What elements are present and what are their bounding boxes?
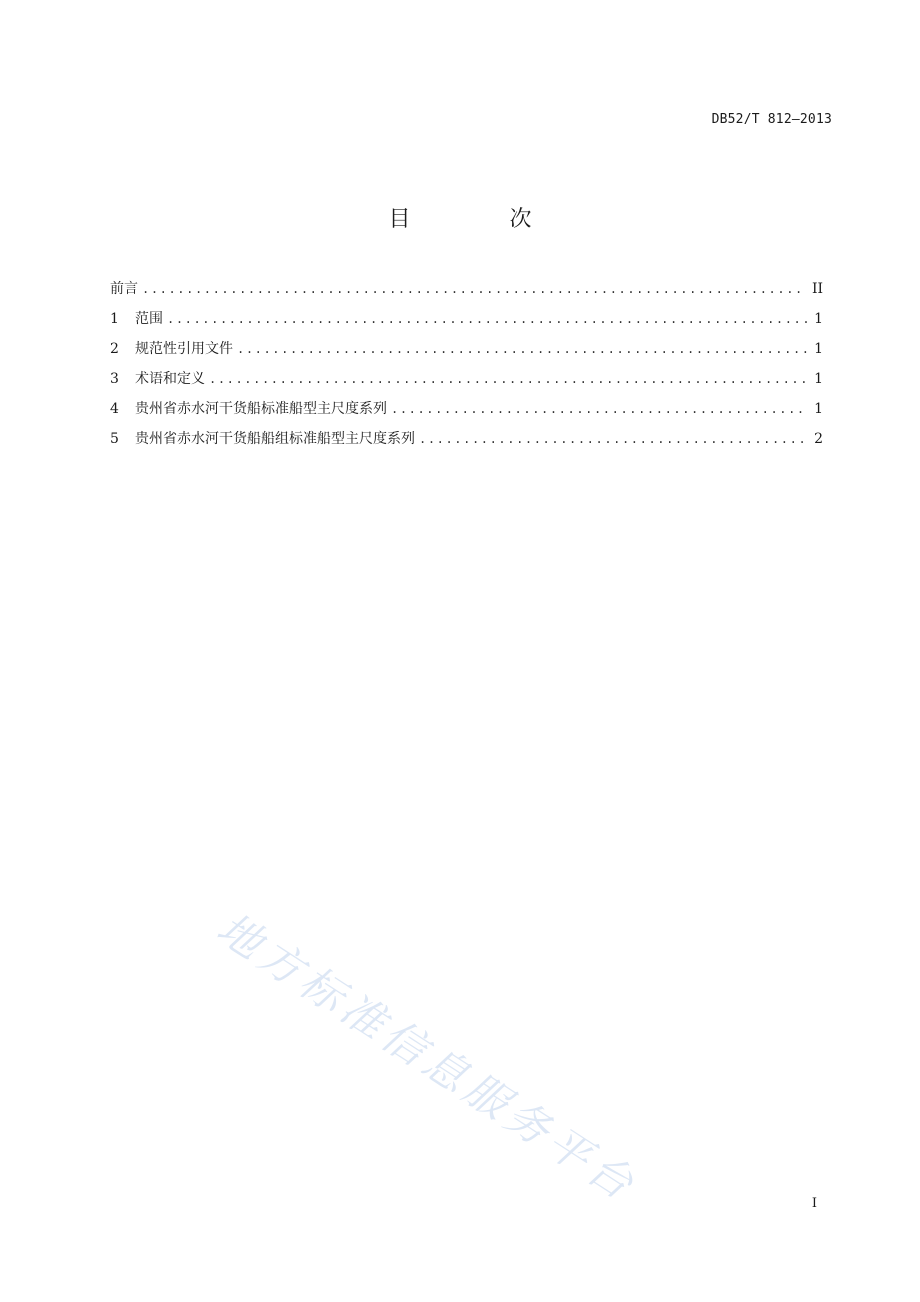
toc-entry-foreword[interactable] (110, 278, 823, 308)
toc-entry-page: 1 (814, 341, 823, 357)
toc-entry-page: II (811, 281, 823, 297)
toc-entry-terms-definitions[interactable] (110, 368, 823, 398)
toc-entry-normative-references[interactable] (110, 338, 823, 368)
page-number: I (811, 1196, 817, 1211)
toc-leader-dots (237, 342, 807, 356)
toc-entry-label: 贵州省赤水河干货船船组标准船型主尺度系列 (135, 431, 415, 447)
toc-entry-page: 2 (814, 431, 823, 447)
toc-entry-page: 1 (814, 371, 823, 387)
toc-list (110, 278, 823, 458)
toc-entry-label: 规范性引用文件 (135, 341, 233, 357)
toc-entry-cargo-ship-dimensions[interactable] (110, 398, 823, 428)
toc-entry-scope[interactable] (110, 308, 823, 338)
toc-entry-label: 前言 (110, 281, 138, 297)
toc-title: 目 次 (388, 207, 578, 232)
toc-entry-number: 1 (110, 311, 119, 327)
document-code: DB52/T 812—2013 (711, 112, 832, 127)
toc-entry-number: 2 (110, 341, 119, 357)
watermark-text: 地方标准信息服务平台 (207, 903, 647, 1213)
toc-entry-page: 1 (814, 311, 823, 327)
toc-leader-dots (391, 402, 807, 416)
toc-leader-dots (209, 372, 807, 386)
toc-entry-label: 贵州省赤水河干货船标准船型主尺度系列 (135, 401, 387, 417)
toc-entry-number: 5 (110, 431, 119, 447)
toc-entry-label: 范围 (135, 311, 163, 327)
toc-entry-number: 3 (110, 371, 119, 387)
toc-entry-page: 1 (814, 401, 823, 417)
toc-leader-dots (419, 432, 807, 446)
toc-leader-dots (167, 312, 807, 326)
toc-leader-dots (142, 282, 806, 296)
toc-entry-convoy-dimensions[interactable] (110, 428, 823, 458)
toc-entry-number: 4 (110, 401, 119, 417)
toc-entry-label: 术语和定义 (135, 371, 205, 387)
